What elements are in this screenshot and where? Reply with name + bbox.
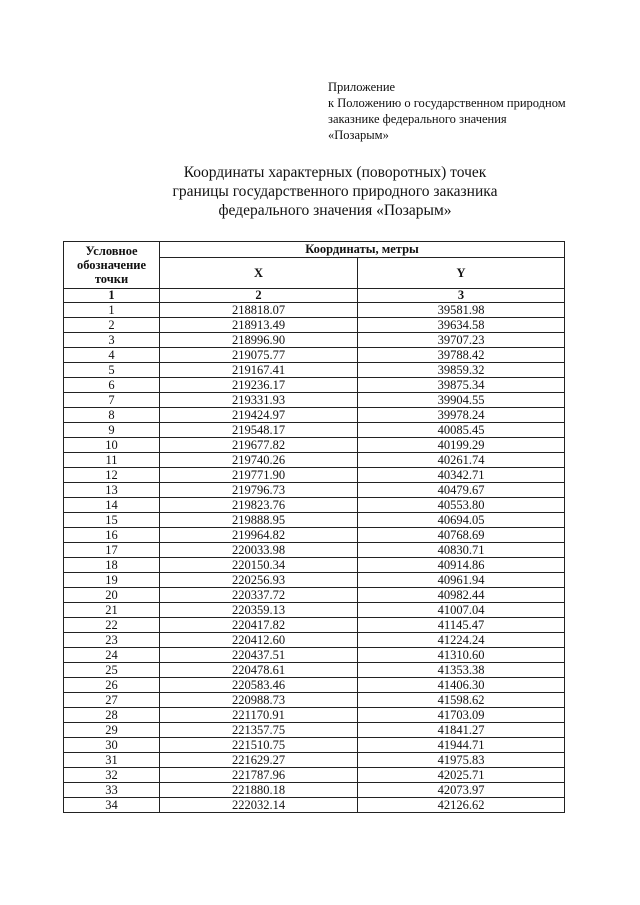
y-cell: 41224.24 (358, 633, 565, 648)
x-cell: 220417.82 (160, 618, 358, 633)
point-cell: 30 (64, 738, 160, 753)
x-cell: 220583.46 (160, 678, 358, 693)
x-cell: 219548.17 (160, 423, 358, 438)
table-row (64, 498, 565, 513)
table-body (64, 303, 565, 813)
appendix-line: к Положению о государственном природном (328, 96, 566, 110)
point-cell: 3 (64, 333, 160, 348)
y-cell: 40085.45 (358, 423, 565, 438)
table-row (64, 318, 565, 333)
table-row (64, 603, 565, 618)
table-row (64, 708, 565, 723)
x-cell: 221787.96 (160, 768, 358, 783)
title-line: Координаты характерных (поворотных) точек (183, 164, 487, 181)
point-cell: 4 (64, 348, 160, 363)
coordinates-table (63, 241, 565, 813)
point-cell: 21 (64, 603, 160, 618)
point-cell: 9 (64, 423, 160, 438)
x-cell: 219236.17 (160, 378, 358, 393)
y-cell: 39788.42 (358, 348, 565, 363)
table-row (64, 408, 565, 423)
point-cell: 15 (64, 513, 160, 528)
y-cell: 41975.83 (358, 753, 565, 768)
point-cell: 22 (64, 618, 160, 633)
y-cell: 40342.71 (358, 468, 565, 483)
table-row (64, 513, 565, 528)
x-cell: 220150.34 (160, 558, 358, 573)
x-cell: 219888.95 (160, 513, 358, 528)
x-cell: 219677.82 (160, 438, 358, 453)
y-cell: 39978.24 (358, 408, 565, 423)
point-cell: 1 (64, 303, 160, 318)
y-cell: 40199.29 (358, 438, 565, 453)
header-point: Условное обозначение точки (64, 242, 160, 289)
header-x: X (160, 258, 358, 289)
table-row (64, 543, 565, 558)
table-row (64, 378, 565, 393)
table-row (64, 663, 565, 678)
appendix-line: Приложение (328, 80, 396, 94)
title-line: границы государственного природного заказника (172, 183, 498, 200)
x-cell: 220412.60 (160, 633, 358, 648)
y-cell: 41703.09 (358, 708, 565, 723)
point-cell: 8 (64, 408, 160, 423)
table-row (64, 483, 565, 498)
title-line: федерального значения «Позарым» (218, 202, 452, 219)
header-coordinates: Координаты, метры (160, 242, 565, 258)
table-row (64, 363, 565, 378)
point-cell: 17 (64, 543, 160, 558)
point-cell: 25 (64, 663, 160, 678)
x-cell: 219331.93 (160, 393, 358, 408)
column-number: 1 (64, 289, 160, 303)
table-row (64, 573, 565, 588)
table-row (64, 798, 565, 813)
point-cell: 14 (64, 498, 160, 513)
y-cell: 40914.86 (358, 558, 565, 573)
point-cell: 16 (64, 528, 160, 543)
y-cell: 40768.69 (358, 528, 565, 543)
point-cell: 6 (64, 378, 160, 393)
x-cell: 220359.13 (160, 603, 358, 618)
point-cell: 32 (64, 768, 160, 783)
table-row (64, 618, 565, 633)
x-cell: 218818.07 (160, 303, 358, 318)
point-cell: 26 (64, 678, 160, 693)
x-cell: 221880.18 (160, 783, 358, 798)
y-cell: 41944.71 (358, 738, 565, 753)
y-cell: 41841.27 (358, 723, 565, 738)
x-cell: 219075.77 (160, 348, 358, 363)
y-cell: 39634.58 (358, 318, 565, 333)
table-row (64, 693, 565, 708)
x-cell: 220988.73 (160, 693, 358, 708)
y-cell: 41007.04 (358, 603, 565, 618)
y-cell: 40479.67 (358, 483, 565, 498)
x-cell: 219167.41 (160, 363, 358, 378)
point-cell: 33 (64, 783, 160, 798)
table-row (64, 678, 565, 693)
y-cell: 39707.23 (358, 333, 565, 348)
y-cell: 40830.71 (358, 543, 565, 558)
point-cell: 34 (64, 798, 160, 813)
x-cell: 219964.82 (160, 528, 358, 543)
y-cell: 41406.30 (358, 678, 565, 693)
point-cell: 31 (64, 753, 160, 768)
table-row (64, 768, 565, 783)
table-row (64, 588, 565, 603)
x-cell: 221510.75 (160, 738, 358, 753)
x-cell: 219740.26 (160, 453, 358, 468)
point-cell: 7 (64, 393, 160, 408)
x-cell: 219796.73 (160, 483, 358, 498)
y-cell: 39875.34 (358, 378, 565, 393)
x-cell: 220337.72 (160, 588, 358, 603)
table-row (64, 783, 565, 798)
x-cell: 219424.97 (160, 408, 358, 423)
table-row (64, 438, 565, 453)
table-row (64, 393, 565, 408)
y-cell: 41353.38 (358, 663, 565, 678)
table-row (64, 348, 565, 363)
y-cell: 42126.62 (358, 798, 565, 813)
point-cell: 11 (64, 453, 160, 468)
point-cell: 20 (64, 588, 160, 603)
table-row (64, 738, 565, 753)
column-number: 3 (358, 289, 565, 303)
table-row (64, 453, 565, 468)
point-cell: 2 (64, 318, 160, 333)
y-cell: 39859.32 (358, 363, 565, 378)
point-cell: 28 (64, 708, 160, 723)
x-cell: 220256.93 (160, 573, 358, 588)
point-cell: 12 (64, 468, 160, 483)
table-row (64, 753, 565, 768)
appendix-line: «Позарым» (328, 128, 389, 142)
point-cell: 23 (64, 633, 160, 648)
x-cell: 222032.14 (160, 798, 358, 813)
appendix-note (328, 79, 618, 143)
table-row (64, 648, 565, 663)
y-cell: 42025.71 (358, 768, 565, 783)
x-cell: 220478.61 (160, 663, 358, 678)
y-cell: 41310.60 (358, 648, 565, 663)
table-row (64, 528, 565, 543)
x-cell: 219823.76 (160, 498, 358, 513)
x-cell: 221357.75 (160, 723, 358, 738)
point-cell: 13 (64, 483, 160, 498)
table-row (64, 423, 565, 438)
column-number: 2 (160, 289, 358, 303)
point-cell: 5 (64, 363, 160, 378)
y-cell: 40261.74 (358, 453, 565, 468)
table-row (64, 558, 565, 573)
table-row (64, 633, 565, 648)
x-cell: 219771.90 (160, 468, 358, 483)
y-cell: 40982.44 (358, 588, 565, 603)
point-cell: 27 (64, 693, 160, 708)
y-cell: 41145.47 (358, 618, 565, 633)
point-cell: 24 (64, 648, 160, 663)
document-title (120, 163, 550, 220)
x-cell: 220437.51 (160, 648, 358, 663)
y-cell: 39904.55 (358, 393, 565, 408)
point-cell: 18 (64, 558, 160, 573)
x-cell: 218913.49 (160, 318, 358, 333)
y-cell: 42073.97 (358, 783, 565, 798)
header-y: Y (358, 258, 565, 289)
y-cell: 40553.80 (358, 498, 565, 513)
table-row (64, 333, 565, 348)
y-cell: 41598.62 (358, 693, 565, 708)
x-cell: 218996.90 (160, 333, 358, 348)
y-cell: 40961.94 (358, 573, 565, 588)
point-cell: 29 (64, 723, 160, 738)
x-cell: 221629.27 (160, 753, 358, 768)
appendix-line: заказнике федерального значения (328, 112, 507, 126)
table-row (64, 303, 565, 318)
point-cell: 10 (64, 438, 160, 453)
x-cell: 220033.98 (160, 543, 358, 558)
x-cell: 221170.91 (160, 708, 358, 723)
y-cell: 39581.98 (358, 303, 565, 318)
table-row (64, 723, 565, 738)
y-cell: 40694.05 (358, 513, 565, 528)
table-row (64, 468, 565, 483)
point-cell: 19 (64, 573, 160, 588)
